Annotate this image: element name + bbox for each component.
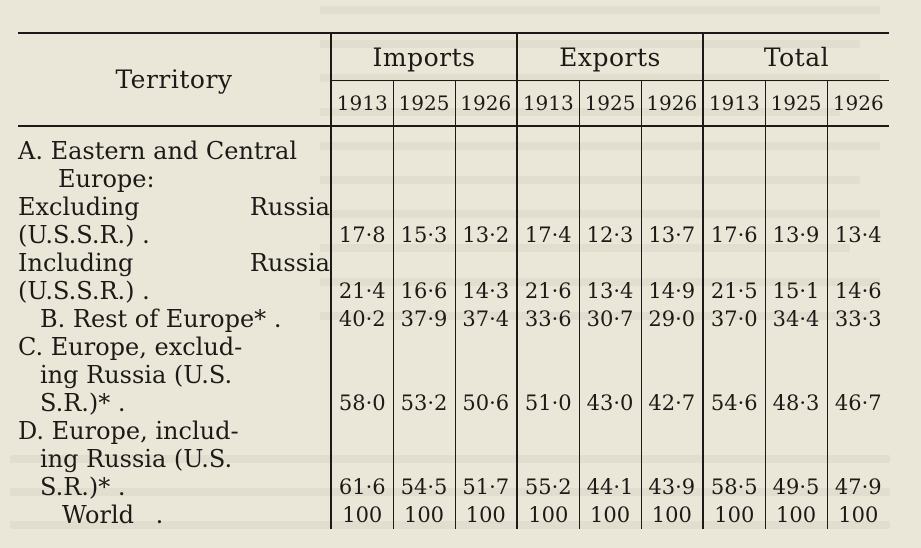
value-cell: 100 — [838, 503, 879, 527]
value-cell: 51·0 — [517, 333, 579, 417]
territory-line: C. Europe, exclud- — [18, 333, 243, 361]
territory-line: B. Rest of Europe* — [40, 305, 267, 333]
territory-cell — [18, 305, 331, 333]
value-cell: 34·4 — [765, 305, 827, 333]
leader-dot: . — [117, 389, 126, 417]
territory-cell — [18, 249, 331, 305]
table-row — [18, 305, 889, 333]
value-cell: 58·5 — [703, 417, 765, 501]
value-cell: 51·7 — [455, 417, 517, 501]
territory-cell — [18, 126, 331, 193]
year-header: 1925 — [579, 81, 641, 127]
territory-line: A. Eastern and Central — [18, 137, 298, 165]
year-header: 1913 — [517, 81, 579, 127]
value-cell — [393, 126, 455, 193]
value-cell: 37·9 — [393, 305, 455, 333]
territory-line: Russia — [249, 249, 330, 277]
year-header: 1925 — [393, 81, 455, 127]
territory-line: ing Russia (U.S. — [40, 445, 233, 473]
value-cell: 13·7 — [641, 193, 703, 249]
territory-line: S.R.)* — [40, 473, 111, 501]
leader-dot: . — [142, 221, 150, 249]
value-cell: 13·4 — [579, 249, 641, 305]
value-cell: 33·3 — [834, 307, 882, 331]
territory-line: S.R.)* — [40, 389, 111, 417]
territory-line: Including — [18, 249, 134, 277]
value-cell: 37·0 — [703, 305, 765, 333]
territory-header: Territory — [18, 33, 331, 126]
table-row — [18, 193, 889, 249]
value-cell: 58·0 — [331, 333, 393, 417]
value-cell: 29·0 — [641, 305, 703, 333]
year-header: 1925 — [765, 81, 827, 127]
value-cell: 47·9 — [834, 475, 882, 499]
territory-line: (U.S.S.R.) — [18, 277, 135, 305]
value-cell: 48·3 — [765, 333, 827, 417]
territory-line: (U.S.S.R.) — [18, 221, 135, 249]
value-cell: 13·2 — [455, 193, 517, 249]
value-cell — [517, 126, 579, 193]
value-cell: 49·5 — [765, 417, 827, 501]
table-row — [18, 333, 889, 417]
value-cell: 30·7 — [579, 305, 641, 333]
table-row — [18, 249, 889, 305]
value-cell: 14·3 — [455, 249, 517, 305]
territory-cell — [18, 501, 331, 529]
territory-line: Russia — [249, 193, 330, 221]
value-cell: 21·6 — [517, 249, 579, 305]
leader-dot: . — [155, 501, 164, 529]
table-row — [18, 417, 889, 501]
territory-line: ing Russia (U.S. — [40, 361, 233, 389]
value-cell: 16·6 — [393, 249, 455, 305]
value-cell: 100 — [641, 501, 703, 529]
value-cell: 21·4 — [331, 249, 393, 305]
table-row — [18, 501, 889, 529]
value-cell: 54·5 — [393, 417, 455, 501]
value-cell: 14·9 — [641, 249, 703, 305]
leader-dot: . — [117, 473, 126, 501]
value-cell: 33·6 — [517, 305, 579, 333]
value-cell: 46·7 — [834, 391, 882, 415]
value-cell: 40·2 — [331, 305, 393, 333]
year-header: 1926 — [832, 91, 884, 115]
value-cell: 100 — [765, 501, 827, 529]
value-cell — [579, 126, 641, 193]
imports-header: Imports — [331, 33, 517, 81]
territory-line: World — [62, 501, 134, 529]
leader-dot: . — [142, 277, 150, 305]
value-cell: 15·3 — [393, 193, 455, 249]
leader-dot: . — [273, 305, 282, 333]
value-cell — [455, 126, 517, 193]
territory-line: Europe: — [58, 165, 155, 193]
territory-cell — [18, 333, 331, 417]
trade-share-table — [18, 32, 889, 529]
value-cell: 100 — [703, 501, 765, 529]
year-header: 1926 — [455, 81, 517, 127]
value-cell: 61·6 — [331, 417, 393, 501]
year-header: 1913 — [703, 81, 765, 127]
total-header: Total — [703, 33, 889, 81]
value-cell: 50·6 — [455, 333, 517, 417]
value-cell: 37·4 — [455, 305, 517, 333]
value-cell: 43·0 — [579, 333, 641, 417]
value-cell: 100 — [517, 501, 579, 529]
value-cell: 17·6 — [703, 193, 765, 249]
value-cell: 14·6 — [834, 279, 882, 303]
value-cell: 12·3 — [579, 193, 641, 249]
value-cell: 53·2 — [393, 333, 455, 417]
value-cell — [703, 126, 765, 193]
territory-cell — [18, 193, 331, 249]
value-cell: 15·1 — [765, 249, 827, 305]
value-cell: 100 — [393, 501, 455, 529]
value-cell — [827, 126, 889, 193]
value-cell: 55·2 — [517, 417, 579, 501]
value-cell: 100 — [579, 501, 641, 529]
year-header: 1913 — [331, 81, 393, 127]
value-cell: 13·9 — [765, 193, 827, 249]
value-cell: 17·4 — [517, 193, 579, 249]
value-cell: 42·7 — [641, 333, 703, 417]
territory-cell — [18, 417, 331, 501]
territory-line: D. Europe, includ- — [18, 417, 239, 445]
exports-header: Exports — [517, 33, 703, 81]
territory-line: Excluding — [18, 193, 140, 221]
year-header: 1926 — [641, 81, 703, 127]
value-cell: 13·4 — [834, 223, 882, 247]
table-row — [18, 126, 889, 193]
value-cell: 100 — [331, 501, 393, 529]
value-cell — [641, 126, 703, 193]
value-cell: 43·9 — [641, 417, 703, 501]
value-cell: 54·6 — [703, 333, 765, 417]
value-cell: 21·5 — [703, 249, 765, 305]
value-cell: 44·1 — [579, 417, 641, 501]
value-cell — [765, 126, 827, 193]
value-cell — [331, 126, 393, 193]
value-cell: 17·8 — [331, 193, 393, 249]
value-cell: 100 — [455, 501, 517, 529]
